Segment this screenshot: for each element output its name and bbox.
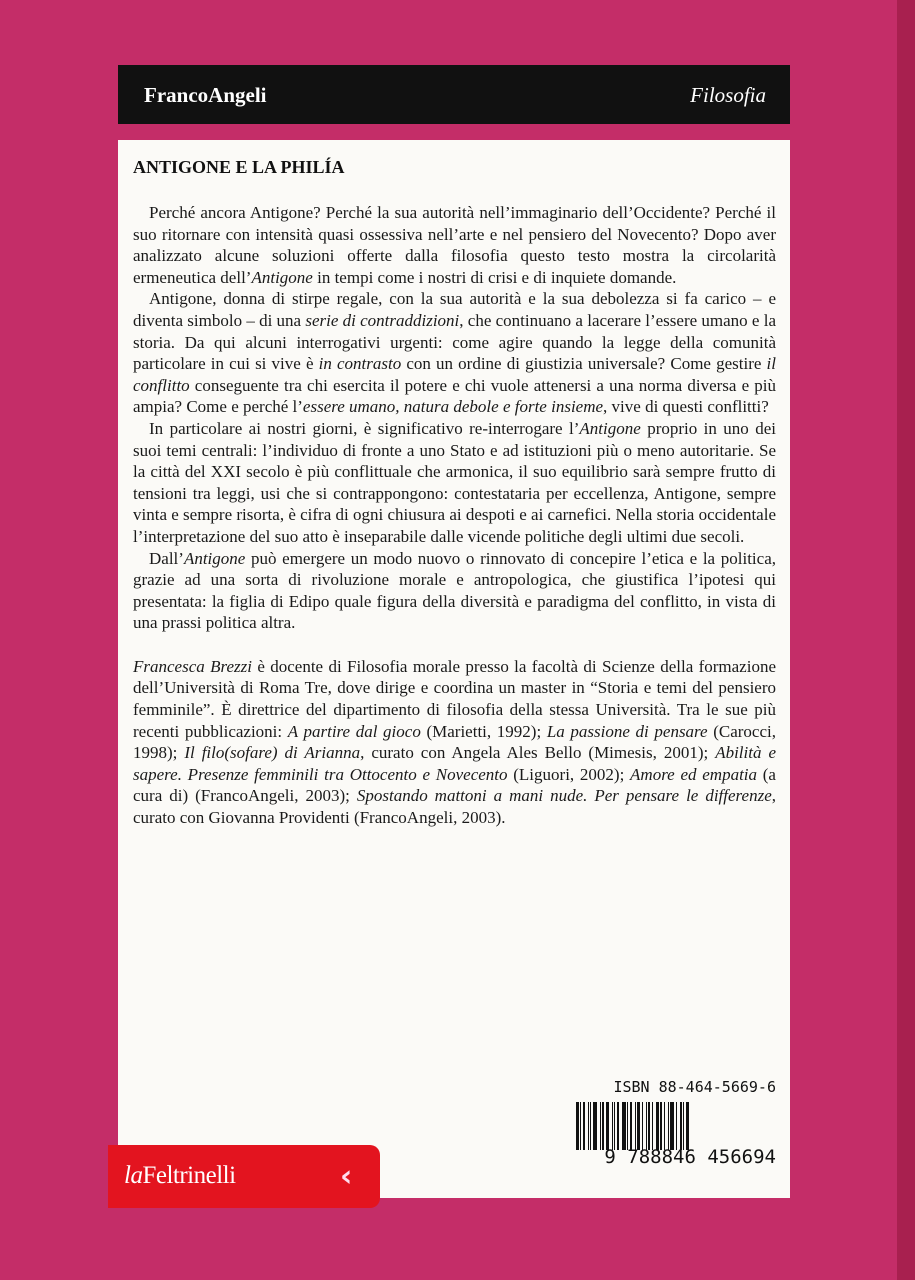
barcode-bar <box>668 1102 669 1150</box>
barcode-bar <box>630 1102 632 1150</box>
barcode-bar <box>593 1102 597 1150</box>
text-run: (Liguori, 2002); <box>507 764 631 784</box>
barcode-bar <box>580 1102 581 1150</box>
blurb-paragraph <box>133 288 776 418</box>
italic-text: serie di contraddizioni <box>305 310 460 330</box>
italic-text: Il filo(sofare) di Arianna <box>184 743 361 763</box>
barcode-bar <box>683 1102 684 1150</box>
text-run: può emergere un modo nuovo o rinnovato di concepire l’etica e la politica, grazie ad una sorta di rivoluzione morale e antropologica, che giustifica l’ipotesi qui presentata: la figlia di Edipo quale figura della diversità e paradigma del conflitto, in vista di una prassi politica altra. <box>133 548 776 633</box>
text-run: proprio in uno dei suoi temi centrali: l’individuo di fronte a uno Stato e ad istituzioni più o meno autoritarie. Se la città del XXI secolo è più conflittuale che armonica, il suo equilibrio sarà sempre frutto di tensioni tra leggi, usi che si contrappongono: contestataria per eccellenza, Antigone, sempre vinta e sempre risorta, è cifra di ogni chiusura ai despoti e ai carnefici. Nella storia occidentale l’interpretazione del suo atto è inseparabile dalle vicende politiche degli ultimi due secoli. <box>133 418 776 546</box>
text-run: , curato con Giovanna Providenti (FrancoAngeli, 2003). <box>133 786 776 828</box>
text-run: conseguente tra chi esercita il potere e chi vuole attenersi a una norma diversa e più ampia? Come e perché l’ <box>133 375 776 417</box>
italic-text: Spostando mattoni a mani nude. Per pensare le differenze <box>356 786 772 806</box>
barcode-bar <box>588 1102 589 1150</box>
barcode-bar <box>680 1102 682 1150</box>
italic-text: Antigone <box>251 267 313 287</box>
publisher-name: FrancoAngeli <box>144 83 267 107</box>
imprint-label <box>108 1145 380 1208</box>
text-run: in tempi come i nostri di crisi e di inquiete domande. <box>312 267 677 287</box>
barcode-bar <box>670 1102 674 1150</box>
barcode-bar <box>627 1102 628 1150</box>
text-run: , vive di questi conflitti? <box>603 397 769 417</box>
barcode-bar <box>602 1102 604 1150</box>
imprint-name-text: Feltrinelli <box>142 1162 236 1189</box>
blurb <box>133 202 776 829</box>
barcode-bar <box>637 1102 640 1150</box>
book-title: ANTIGONE E LA PHILÍA <box>133 157 345 177</box>
barcode-bar <box>664 1102 665 1150</box>
italic-text: in contrasto <box>318 354 402 374</box>
text-run: con un ordine di giustizia universale? Come gestire <box>401 354 767 374</box>
blurb-paragraph <box>133 418 776 548</box>
barcode-bar <box>617 1102 619 1150</box>
italic-text: essere umano, natura debole e forte insieme <box>302 397 604 417</box>
barcode-bar <box>614 1102 615 1150</box>
barcode-bar <box>686 1102 689 1150</box>
back-cover-text-panel <box>118 140 790 1198</box>
italic-text: A partire dal gioco <box>287 721 421 741</box>
imprint-prefix: la <box>124 1162 143 1189</box>
publisher-header-bar <box>118 65 790 124</box>
italic-text: Antigone <box>579 418 641 438</box>
barcode-bar <box>606 1102 609 1150</box>
barcode-bar <box>635 1102 636 1150</box>
barcode-number: 9 788846 456694 <box>604 1146 776 1168</box>
italic-text: Antigone <box>183 548 246 568</box>
book-spine-edge <box>897 0 915 1280</box>
barcode-bar <box>646 1102 647 1150</box>
barcode-bar <box>652 1102 653 1150</box>
barcode-bar <box>583 1102 585 1150</box>
text-run: è docente di Filosofia morale presso la facoltà di Scienze della formazione dell’Università di Roma Tre, dove dirige e coordina un master in “Storia e temi del pensiero femminile”. È direttrice del dipartimento di filosofia della stessa Università. Tra le sue più recenti pubblicazioni: <box>133 656 777 741</box>
barcode-bar <box>656 1102 659 1150</box>
feltrinelli-logo-icon: ‹ <box>340 1159 353 1194</box>
blurb-paragraph <box>133 202 776 288</box>
barcode-bar <box>676 1102 677 1150</box>
italic-text: il conflitto <box>133 354 776 395</box>
barcode-bar <box>660 1102 662 1150</box>
text-run: Perché ancora Antigone? Perché la sua autorità nell’immaginario dell’Occidente? Perché il suo ritornare con intensità quasi ossessiva nell’arte e nel pensiero del Novecento? Dopo aver analizzato alcune soluzioni offerte dalla filosofia questo testo mostra la circolarità ermeneutica dell’ <box>133 203 776 287</box>
italic-text: La passione di pensare <box>546 721 708 741</box>
blurb-paragraph <box>133 548 776 634</box>
series-name: Filosofia <box>690 83 766 107</box>
barcode-bar <box>622 1102 626 1150</box>
text-run: , curato con Angela Ales Bello (Mimesis, 2001); <box>360 743 716 763</box>
text-run: Antigone, donna di stirpe regale, con la sua autorità e la sua debolezza si fa carico – e diventa simbolo – di una <box>133 289 776 330</box>
text-run: Dall’ <box>149 548 184 568</box>
text-run: (Carocci, 1998); <box>133 721 776 763</box>
italic-text: Amore ed empatia <box>630 764 758 784</box>
author-bio <box>133 656 776 829</box>
text-run: In particolare ai nostri giorni, è significativo re-interrogare l’ <box>149 418 580 438</box>
barcode-bar <box>590 1102 591 1150</box>
imprint-name <box>124 1162 236 1190</box>
barcode-bar <box>576 1102 579 1150</box>
text-run: , che continuano a lacerare l’essere umano e la storia. Da qui alcuni interrogativi urgenti: come agire quando la legge della comunità particolare in cui si vive è <box>133 310 776 374</box>
barcode-bar <box>648 1102 650 1150</box>
isbn: ISBN 88-464-5669-6 <box>613 1078 776 1096</box>
barcode-bar <box>600 1102 601 1150</box>
text-run: (Marietti, 1992); <box>420 721 547 741</box>
barcode-bar <box>642 1102 643 1150</box>
italic-text: Abilità e sapere. Presenze femminili tra Ottocento e Novecento <box>133 743 776 784</box>
barcode <box>576 1102 776 1150</box>
text-run: (a cura di) (FrancoAngeli, 2003); <box>133 764 776 806</box>
barcode-bar <box>612 1102 613 1150</box>
italic-text: Francesca Brezzi <box>133 656 252 676</box>
